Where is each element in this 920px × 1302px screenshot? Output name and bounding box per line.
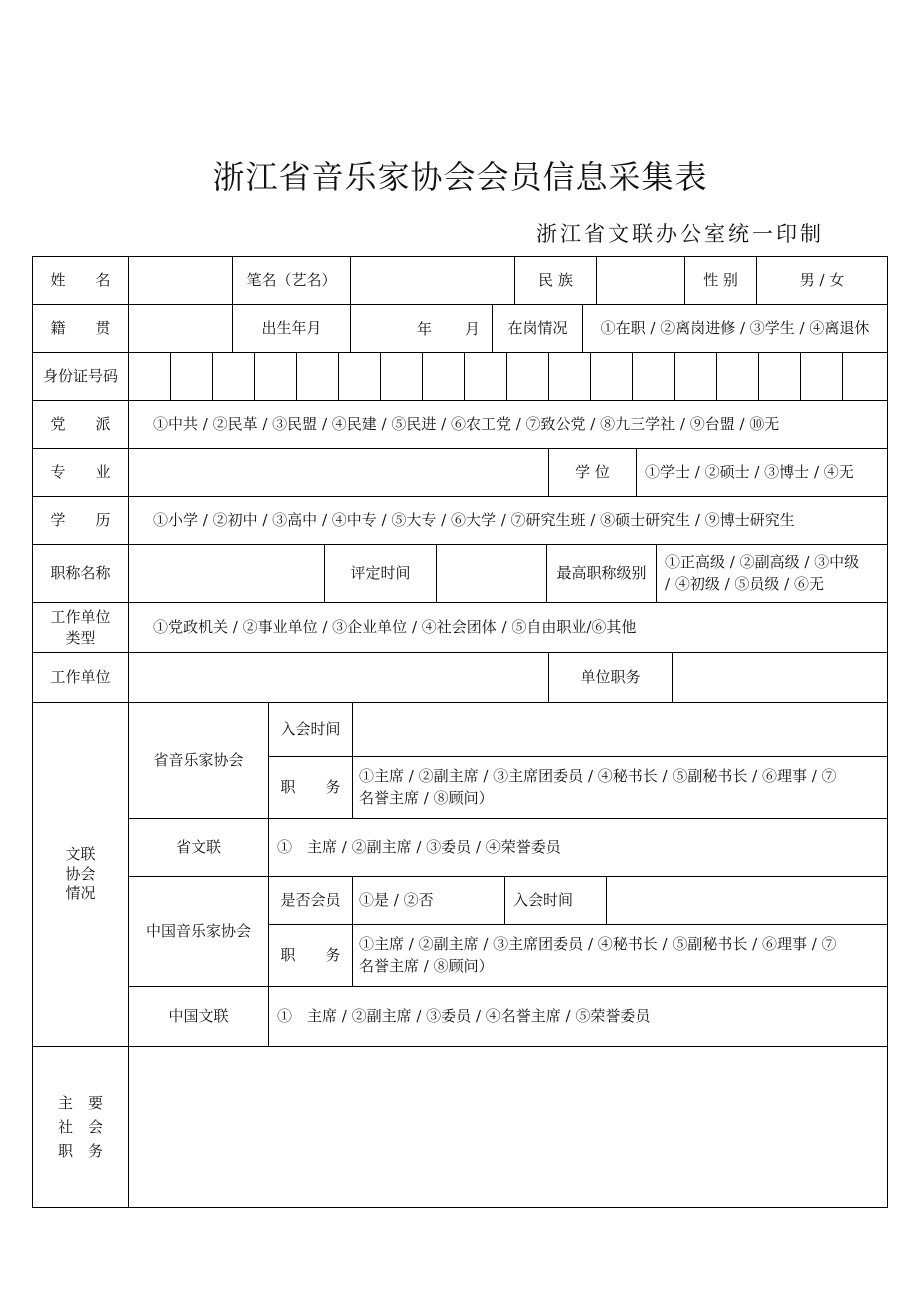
prov-position-line-2: 名誉主席 / ⑧顾问） bbox=[359, 788, 494, 807]
title-level-options[interactable] bbox=[657, 545, 887, 603]
prov-position-options[interactable] bbox=[353, 757, 887, 819]
id-digit-box[interactable] bbox=[591, 353, 633, 401]
prov-federation-label: 省文联 bbox=[129, 819, 269, 877]
id-digit-box[interactable] bbox=[507, 353, 549, 401]
id-digit-box[interactable] bbox=[213, 353, 255, 401]
id-digit-box[interactable] bbox=[255, 353, 297, 401]
title-date-label: 评定时间 bbox=[325, 545, 437, 603]
social-label-line-2: 社 会 bbox=[57, 1118, 103, 1136]
prov-position-line-1: ①主席 / ②副主席 / ③主席团委员 / ④秘书长 / ⑤副秘书长 / ⑥理事 / ⑦ bbox=[359, 766, 837, 785]
native-place-field[interactable] bbox=[129, 305, 233, 353]
education-label: 学 历 bbox=[33, 497, 129, 545]
title-name-field[interactable] bbox=[129, 545, 325, 603]
name-label: 姓 名 bbox=[33, 257, 129, 305]
id-digit-box[interactable] bbox=[129, 353, 171, 401]
pen-name-label: 笔名（艺名） bbox=[233, 257, 351, 305]
employment-label: 在岗情况 bbox=[493, 305, 583, 353]
unit-type-label bbox=[33, 603, 129, 653]
cn-federation-label: 中国文联 bbox=[129, 987, 269, 1047]
work-unit-label: 工作单位 bbox=[33, 653, 129, 703]
form-title: 浙江省音乐家协会会员信息采集表 bbox=[212, 158, 708, 196]
cn-join-date-field[interactable] bbox=[607, 877, 887, 925]
cn-join-date-label: 入会时间 bbox=[505, 877, 607, 925]
birth-year-unit: 年 bbox=[417, 320, 433, 338]
social-positions-label bbox=[33, 1047, 129, 1207]
prov-federation-options[interactable]: ① 主席 / ②副主席 / ③委员 / ④荣誉委员 bbox=[269, 819, 887, 877]
prov-join-date-field[interactable] bbox=[353, 703, 887, 757]
cn-federation-options[interactable]: ① 主席 / ②副主席 / ③委员 / ④名誉主席 / ⑤荣誉委员 bbox=[269, 987, 887, 1047]
gender-options[interactable]: 男 / 女 bbox=[757, 257, 887, 305]
unit-position-field[interactable] bbox=[673, 653, 887, 703]
id-digit-box[interactable] bbox=[549, 353, 591, 401]
education-options[interactable]: ①小学 / ②初中 / ③高中 / ④中专 / ⑤大专 / ⑥大学 / ⑦研究生班 / ⑧硕士研究生 / ⑨博士研究生 bbox=[129, 497, 887, 545]
prov-position-label: 职 务 bbox=[269, 757, 353, 819]
federation-label-line-3: 情况 bbox=[65, 884, 96, 903]
social-label-line-3: 职 务 bbox=[57, 1142, 103, 1160]
cn-position-line-2: 名誉主席 / ⑧顾问） bbox=[359, 956, 494, 975]
major-label: 专 业 bbox=[33, 449, 129, 497]
id-digit-box[interactable] bbox=[423, 353, 465, 401]
ethnicity-field[interactable] bbox=[597, 257, 685, 305]
name-field[interactable] bbox=[129, 257, 233, 305]
title-level-label: 最高职称级别 bbox=[547, 545, 657, 603]
id-digit-box[interactable] bbox=[843, 353, 887, 401]
id-digit-box[interactable] bbox=[465, 353, 507, 401]
id-digit-box[interactable] bbox=[633, 353, 675, 401]
federation-section-label bbox=[33, 703, 129, 1047]
major-field[interactable] bbox=[129, 449, 549, 497]
native-place-label: 籍 贯 bbox=[33, 305, 129, 353]
form-subtitle: 浙江省文联办公室统一印制 bbox=[536, 222, 824, 246]
birth-month-unit: 月 bbox=[465, 320, 481, 338]
social-label-line-1: 主 要 bbox=[57, 1094, 103, 1112]
title-name-label: 职称名称 bbox=[33, 545, 129, 603]
cn-music-association-label: 中国音乐家协会 bbox=[129, 877, 269, 987]
ethnicity-label: 民 族 bbox=[515, 257, 597, 305]
prov-join-date-label: 入会时间 bbox=[269, 703, 353, 757]
id-digit-box[interactable] bbox=[171, 353, 213, 401]
degree-label: 学 位 bbox=[549, 449, 637, 497]
unit-type-label-line-1: 工作单位 bbox=[50, 608, 111, 627]
prov-music-association-label: 省音乐家协会 bbox=[129, 703, 269, 819]
cn-position-options[interactable] bbox=[353, 925, 887, 987]
cn-position-line-1: ①主席 / ②副主席 / ③主席团委员 / ④秘书长 / ⑤副秘书长 / ⑥理事 / ⑦ bbox=[359, 934, 837, 953]
birth-date-field[interactable] bbox=[351, 305, 493, 353]
title-level-line-2: / ④初级 / ⑤员级 / ⑥无 bbox=[665, 574, 825, 593]
cn-position-label: 职 务 bbox=[269, 925, 353, 987]
birth-date-label: 出生年月 bbox=[233, 305, 351, 353]
party-options[interactable]: ①中共 / ②民革 / ③民盟 / ④民建 / ⑤民进 / ⑥农工党 / ⑦致公党 / ⑧九三学社 / ⑨台盟 / ⑩无 bbox=[129, 401, 887, 449]
employment-options[interactable]: ①在职 / ②离岗进修 / ③学生 / ④离退休 bbox=[583, 305, 887, 353]
id-digit-box[interactable] bbox=[675, 353, 717, 401]
id-digit-box[interactable] bbox=[297, 353, 339, 401]
unit-position-label: 单位职务 bbox=[549, 653, 673, 703]
unit-type-label-line-2: 类型 bbox=[65, 628, 96, 647]
title-date-field[interactable] bbox=[437, 545, 547, 603]
party-label: 党 派 bbox=[33, 401, 129, 449]
gender-label: 性 别 bbox=[685, 257, 757, 305]
social-positions-field[interactable] bbox=[129, 1047, 887, 1207]
degree-options[interactable]: ①学士 / ②硕士 / ③博士 / ④无 bbox=[637, 449, 887, 497]
is-member-options[interactable]: ①是 / ②否 bbox=[353, 877, 505, 925]
id-digit-box[interactable] bbox=[717, 353, 759, 401]
id-digit-box[interactable] bbox=[339, 353, 381, 401]
is-member-label: 是否会员 bbox=[269, 877, 353, 925]
id-number-label: 身份证号码 bbox=[33, 353, 129, 401]
id-digit-box[interactable] bbox=[801, 353, 843, 401]
unit-type-options[interactable]: ①党政机关 / ②事业单位 / ③企业单位 / ④社会团体 / ⑤自由职业/⑥其他 bbox=[129, 603, 887, 653]
id-digit-box[interactable] bbox=[759, 353, 801, 401]
federation-label-line-1: 文联 bbox=[65, 845, 96, 864]
work-unit-field[interactable] bbox=[129, 653, 549, 703]
federation-label-line-2: 协会 bbox=[65, 864, 96, 883]
title-level-line-1: ①正高级 / ②副高级 / ③中级 bbox=[665, 552, 860, 571]
id-digit-box[interactable] bbox=[381, 353, 423, 401]
member-info-form bbox=[32, 256, 888, 1208]
pen-name-field[interactable] bbox=[351, 257, 515, 305]
